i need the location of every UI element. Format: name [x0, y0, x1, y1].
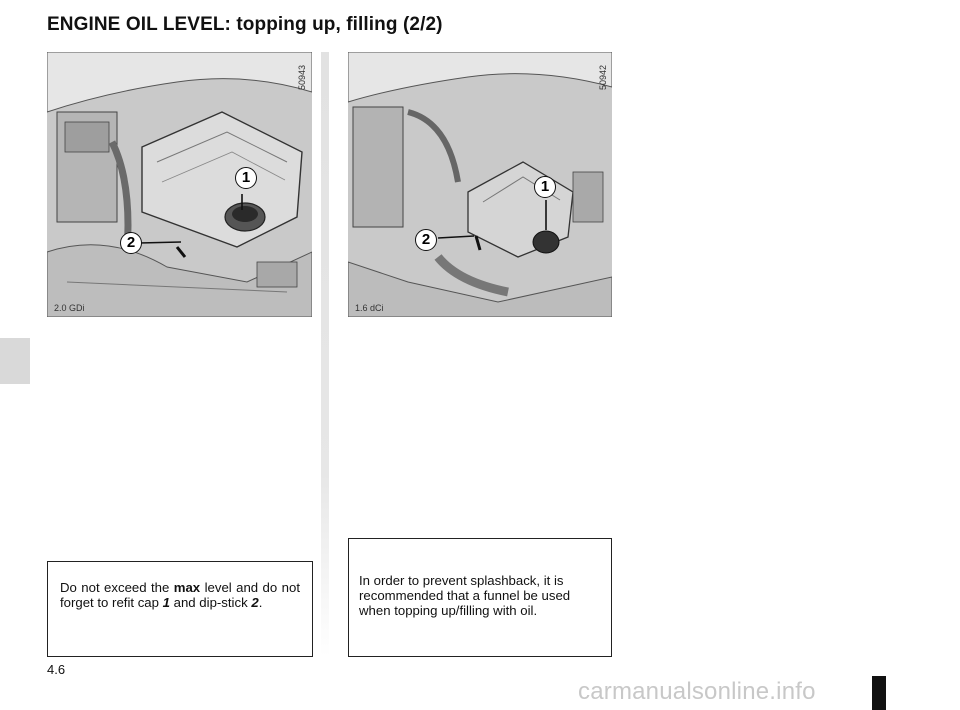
engine-figure-2-0-gdi — [47, 52, 312, 317]
note-text: . — [258, 595, 263, 610]
callout-2-dipstick: 2 — [120, 232, 142, 254]
chapter-tab — [0, 338, 30, 384]
note-text: and dip-stick — [169, 595, 252, 610]
page-corner-mark — [872, 676, 886, 710]
note-bold-max: max — [173, 580, 201, 595]
note-text: Do not exceed the — [60, 580, 174, 595]
figure-caption: 1.6 dCi — [355, 303, 384, 313]
figure-code: 50942 — [598, 64, 608, 90]
column-divider — [321, 52, 329, 657]
note-text: In order to prevent splashback, it is recommended that a funnel be used when topping up/filling with oil. — [359, 573, 571, 618]
callout-1-oil-cap: 1 — [534, 176, 556, 198]
page-title: ENGINE OIL LEVEL: topping up, filling (2/2) — [47, 14, 443, 35]
engine-illustration — [348, 52, 612, 317]
figure-caption: 2.0 GDi — [54, 303, 85, 313]
watermark: carmanualsonline.info — [578, 678, 816, 705]
engine-figure-1-6-dci — [348, 52, 612, 317]
callout-1-oil-cap: 1 — [235, 167, 257, 189]
warning-note — [47, 561, 313, 657]
engine-illustration — [47, 52, 312, 317]
figure-code: 50943 — [297, 64, 307, 90]
page-number: 4.6 — [47, 662, 66, 677]
note-ref-dipstick: 2 — [251, 595, 259, 610]
info-note — [348, 538, 612, 657]
note-ref-cap: 1 — [162, 595, 170, 610]
callout-2-dipstick: 2 — [415, 229, 437, 251]
note-text: level and do not forget to refit cap — [60, 580, 300, 610]
